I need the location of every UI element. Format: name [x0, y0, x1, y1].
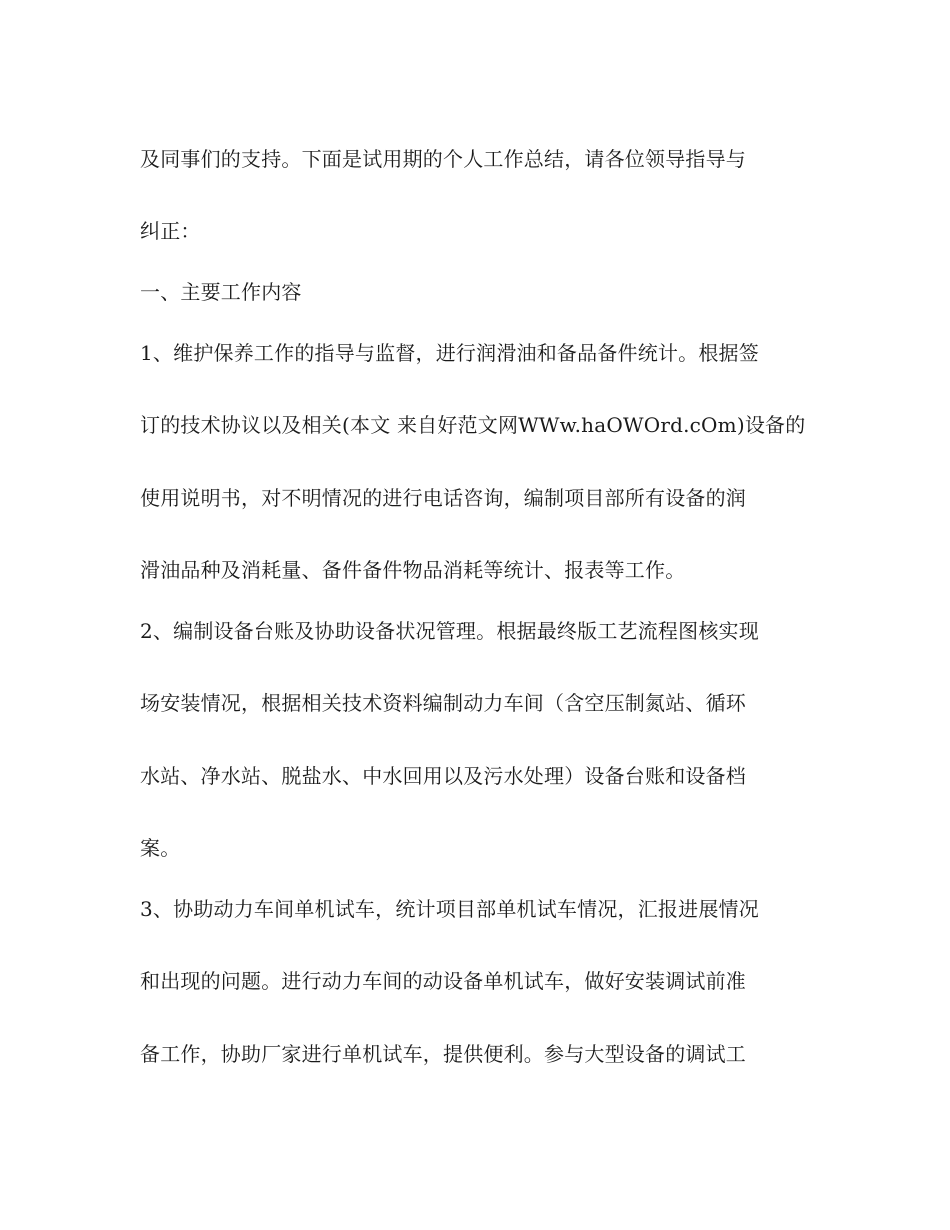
text-line: 使用说明书，对不明情况的进行电话咨询，编制项目部所有设备的润 [140, 486, 746, 510]
text-line: 和出现的问题。进行动力车间的动设备单机试车，做好安装调试前准 [140, 969, 746, 993]
text-line: 案。 [140, 836, 181, 860]
text-line: 场安装情况，根据相关技术资料编制动力车间（含空压制氮站、循环 [140, 691, 746, 715]
text-line: 订的技术协议以及相关(本文 来自好范文网WWw.haOWOrd.cOm)设备的 [140, 413, 806, 437]
text-line: 2、编制设备台账及协助设备状况管理。根据最终版工艺流程图核实现 [140, 619, 759, 643]
text-line: 纠正： [140, 219, 201, 243]
text-line: 1、维护保养工作的指导与监督，进行润滑油和备品备件统计。根据签 [140, 341, 759, 365]
text-line: 备工作，协助厂家进行单机试车，提供便利。参与大型设备的调试工 [140, 1042, 746, 1066]
text-line: 水站、净水站、脱盐水、中水回用以及污水处理）设备台账和设备档 [140, 764, 746, 788]
text-line: 3、协助动力车间单机试车，统计项目部单机试车情况，汇报进展情况 [140, 897, 759, 921]
text-line: 及同事们的支持。下面是试用期的个人工作总结，请各位领导指导与 [140, 147, 746, 171]
text-line: 滑油品种及消耗量、备件备件物品消耗等统计、报表等工作。 [140, 558, 686, 582]
section-heading: 一、主要工作内容 [140, 280, 302, 304]
